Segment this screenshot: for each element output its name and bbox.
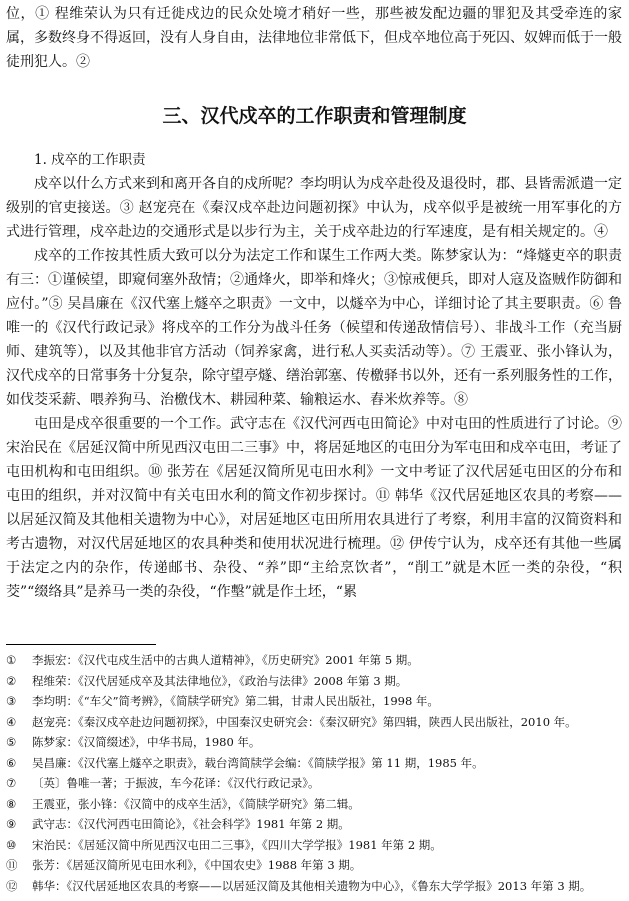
- footnote-text: 宋治民：《居延汉简中所见西汉屯田二三事》，《四川大学学报》1981 年第 2 期。: [32, 837, 442, 852]
- footnote-text: 武守志：《汉代河西屯田简论》，《社会科学》1981 年第 2 期。: [32, 817, 350, 831]
- footnote-text: 〔英〕鲁唯一著；于振波，车今花译：《汉代行政记录》。: [32, 776, 320, 790]
- footnote-mark: ⑤: [6, 735, 17, 749]
- footnote-mark: ⑩: [6, 837, 17, 852]
- footnote-mark: ⑧: [6, 796, 17, 811]
- footnote-mark: ⑦: [6, 776, 17, 790]
- footnote: [6, 732, 626, 753]
- footnote: [6, 876, 626, 897]
- footnote-text: 张芳：《居延汉简所见屯田水利》，《中国农史》1988 年第 3 期。: [32, 858, 362, 872]
- continuation-paragraph: 位，① 程维荣认为只有迁徙戍边的民众处境才稍好一些，那些被发配边疆的罪犯及其受牵连的家属，多数终身不得返回，没有人身自由，法律地位非常低下，但戍卒地位高于死囚、奴婢而低于一般徒刑犯人。②: [6, 6, 622, 70]
- footnote: [6, 712, 626, 733]
- footnote-mark: ⑪: [6, 858, 18, 872]
- footnote: [6, 814, 626, 835]
- footnote: [6, 794, 626, 815]
- paragraph: 戍卒以什么方式来到和离开各自的戍所呢？李均明认为戍卒赴役及退役时，郡、县皆需派遣一定级别的官吏接送。③ 赵宠亮在《秦汉戍卒赴边问题初探》中认为，戍卒似乎是被统一用军事化的方式进行管理，戍卒赴边的交通形式是以步行为主，关于戍卒赴边的行军速度，是有相关规定的。④: [6, 176, 622, 240]
- footnote-mark: ⑫: [6, 878, 18, 893]
- footnote-text: 吴昌廉：《汉代塞上燧卒之职责》，载台湾简牍学会编：《简牍学报》第 11 期，1985 年。: [32, 755, 484, 770]
- footnote-text: 程维荣：《汉代居延戍卒及其法律地位》，《政治与法律》2008 年第 3 期。: [32, 673, 408, 688]
- footnote-divider: [6, 644, 156, 645]
- footnote: [6, 773, 626, 794]
- footnote: [6, 753, 626, 774]
- footnote: [6, 855, 626, 876]
- footnote: [6, 691, 626, 712]
- footnote-mark: ⑥: [6, 755, 17, 770]
- footnote: [6, 835, 626, 856]
- footnotes-list: [6, 650, 626, 896]
- footnote: [6, 650, 626, 671]
- footnote-mark: ⑨: [6, 817, 17, 831]
- paragraph: 戍卒的工作按其性质大致可以分为法定工作和谋生工作两大类。陈梦家认为：“烽燧吏卒的职责有三：①谨候望，即窥伺塞外敌情；②通烽火，即举和烽火；③惊戒便兵，即对人寇及盗贼作防御和应付。”⑤ 吴昌廉在《汉代塞上燧卒之职责》一文中，以燧卒为中心，详细讨论了其主要职责。⑥ 鲁唯一的《汉代行政记录》将戍卒的工作分为战斗任务（候望和传递敌情信号）、非战斗工作（充当厨师、建筑等），以及其他非官方活动（饲养家禽，进行私人买卖活动等）。⑦ 王震亚、张小锋认为，汉代戍卒的日常事务十分复杂，除守望亭燧、缮治郭塞、传檄驿书以外，还有一系列服务性的工作，如伐茭采薪、喂养狗马、治檄伐木、耕园种菜、输粮运水、舂米炊养等。⑧: [6, 248, 622, 408]
- footnote: [6, 671, 626, 692]
- subsection-title: 1. 戍卒的工作职责: [34, 152, 146, 168]
- footnote-text: 李均明：《“车父”简考辨》，《简牍学研究》第二辑，甘肃人民出版社，1998 年。: [32, 694, 439, 708]
- paragraph: 屯田是戍卒很重要的一个工作。武守志在《汉代河西屯田简论》中对屯田的性质进行了讨论。⑨ 宋治民在《居延汉简中所见西汉屯田二三事》中，将居延地区的屯田分为军屯田和戍卒屯田，考证了屯田机构和屯田组织。⑩ 张芳在《居延汉简所见屯田水利》一文中考证了汉代居延屯田区的分布和屯田的组织，并对汉简中有关屯田水利的简文作初步探讨。⑪ 韩华《汉代居延地区农具的考察——以居延汉简及其他相关遗物为中心》，对居延地区屯田所用农具进行了考察，利用丰富的汉简资料和考古遗物，对汉代居延地区的农具种类和使用状况进行梳理。⑫ 伊传宁认为，戍卒还有其他一些属于法定之内的杂作，传递邮书、杂役、“养”即“主给烹饮者”，“削工”就是木匠一类的杂役，“积茭”“缀络具”是养马一类的杂役，“作墼”就是作土坯，“累: [6, 416, 622, 600]
- footnote-mark: ③: [6, 694, 17, 708]
- footnote-text: 李振宏：《汉代屯戍生活中的古典人道精神》，《历史研究》2001 年第 5 期。: [32, 653, 419, 667]
- footnote-mark: ②: [6, 673, 17, 688]
- footnote-text: 陈梦家：《汉简缀述》，中华书局，1980 年。: [32, 735, 261, 749]
- footnote-mark: ①: [6, 653, 17, 667]
- section-title: 三、汉代戍卒的工作职责和管理制度: [162, 105, 467, 127]
- footnote-text: 韩华：《汉代居延地区农具的考察——以居延汉简及其他相关遗物为中心》，《鲁东大学学报》2013 年第 3 期。: [32, 878, 592, 893]
- footnote-text: 赵宠亮：《秦汉戍卒赴边问题初探》，中国秦汉史研究会：《秦汉研究》第四辑，陕西人民出版社，2010 年。: [32, 714, 577, 729]
- footnote-text: 王震亚，张小锋：《汉简中的戍卒生活》，《简牍学研究》第二辑。: [32, 796, 360, 811]
- body-text: [6, 172, 622, 604]
- footnote-mark: ④: [6, 714, 17, 729]
